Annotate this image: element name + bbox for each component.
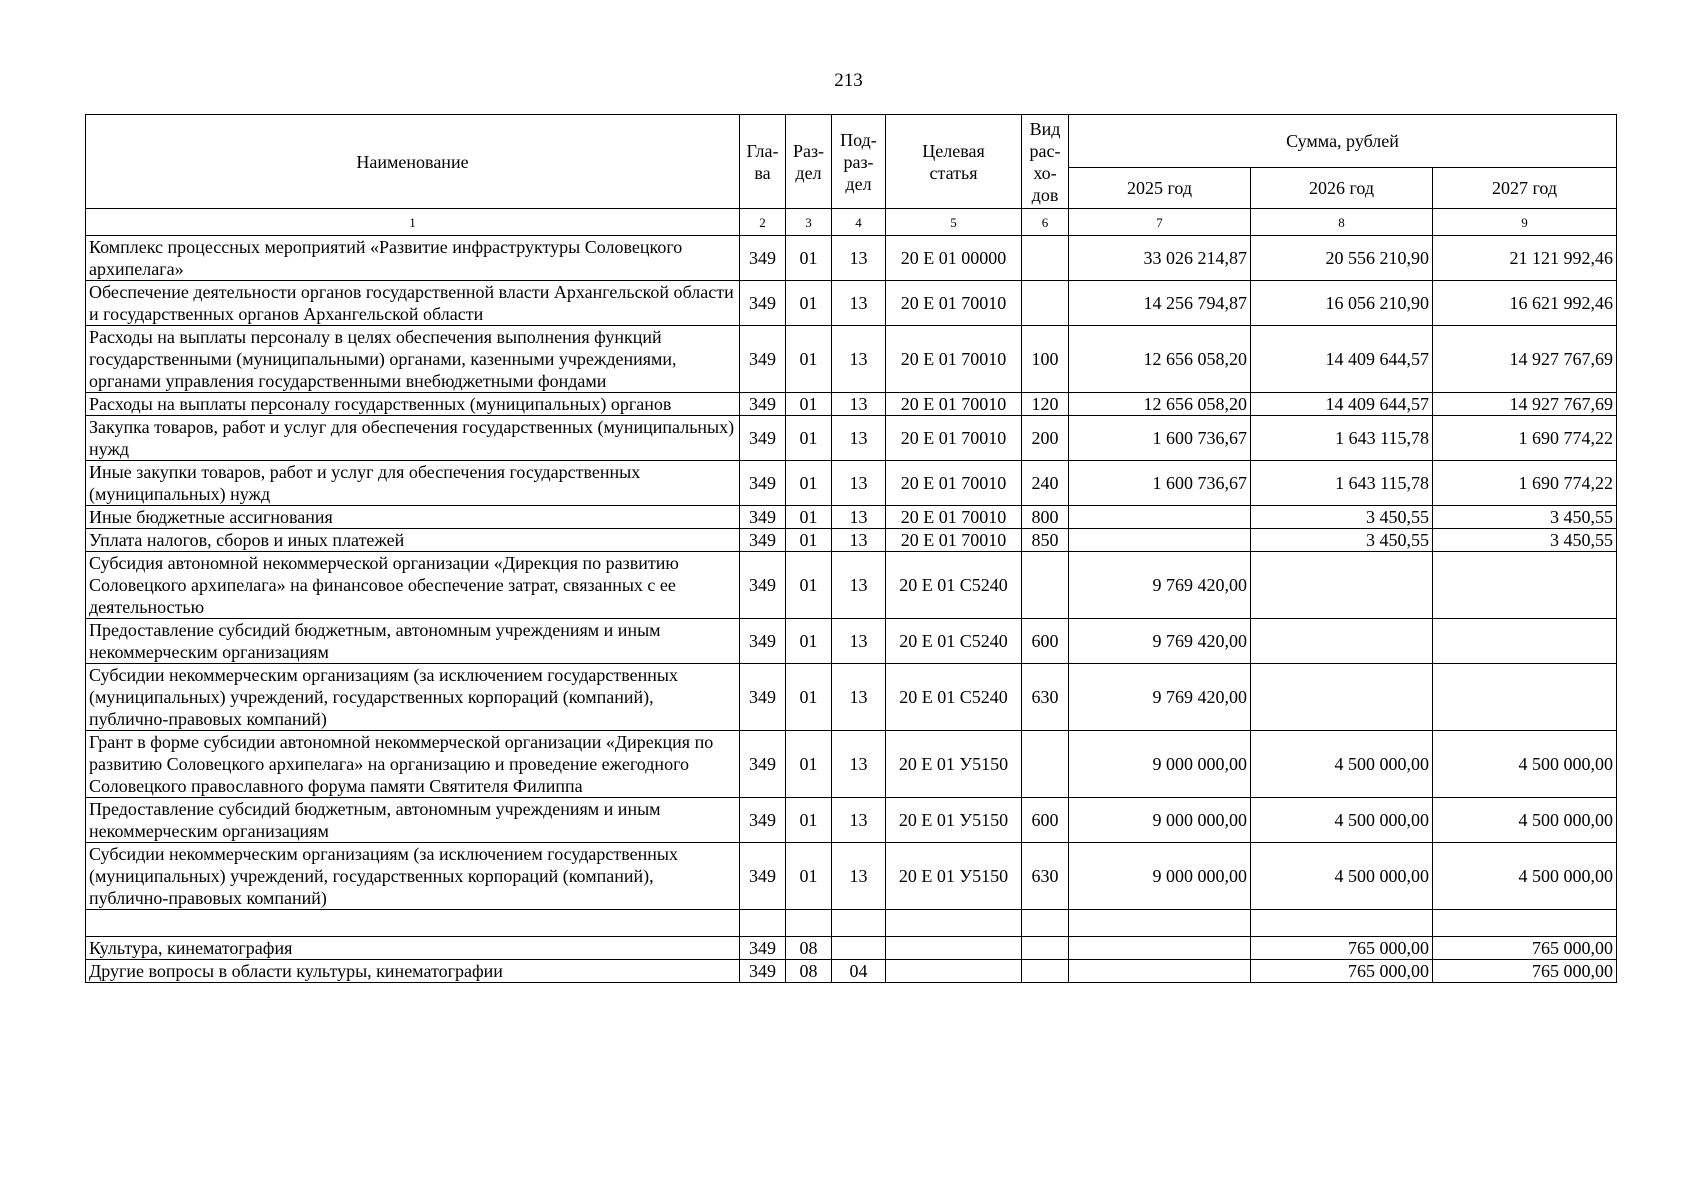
row-glava: 349 [740,416,786,461]
header-celevaya-statya: Целевая статья [886,115,1022,209]
row-vid-raskhodov: 850 [1022,529,1069,552]
row-celevaya-statya [886,910,1022,937]
table-row [86,798,1617,843]
row-name: Другие вопросы в области культуры, кинематографии [86,960,740,983]
row-celevaya-statya: 20 Е 01 00000 [886,236,1022,281]
row-vid-raskhodov: 600 [1022,619,1069,664]
table-row [86,506,1617,529]
row-sum-2026: 3 450,55 [1251,506,1433,529]
row-sum-2026 [1251,910,1433,937]
row-vid-raskhodov: 120 [1022,393,1069,416]
row-vid-raskhodov [1022,960,1069,983]
row-glava: 349 [740,937,786,960]
row-vid-raskhodov [1022,281,1069,326]
budget-table [85,114,1617,983]
row-vid-raskhodov: 630 [1022,664,1069,731]
row-celevaya-statya: 20 Е 01 С5240 [886,664,1022,731]
row-vid-raskhodov [1022,552,1069,619]
row-sum-2027: 1 690 774,22 [1433,416,1617,461]
row-sum-2027: 21 121 992,46 [1433,236,1617,281]
row-celevaya-statya [886,960,1022,983]
row-glava: 349 [740,843,786,910]
row-podrazdel: 13 [832,552,886,619]
row-sum-2025: 9 769 420,00 [1069,619,1251,664]
row-name: Иные закупки товаров, работ и услуг для обеспечения государственных (муниципальных) нужд [86,461,740,506]
row-glava: 349 [740,236,786,281]
row-podrazdel [832,937,886,960]
row-podrazdel [832,910,886,937]
row-sum-2026: 765 000,00 [1251,937,1433,960]
row-sum-2027: 4 500 000,00 [1433,843,1617,910]
header-row [86,115,1617,168]
column-number: 7 [1069,209,1251,236]
row-celevaya-statya: 20 Е 01 70010 [886,461,1022,506]
row-celevaya-statya: 20 Е 01 У5150 [886,798,1022,843]
row-sum-2026: 1 643 115,78 [1251,416,1433,461]
row-sum-2026 [1251,664,1433,731]
header-vid-raskhodov: Вид рас- хо- дов [1022,115,1069,209]
row-vid-raskhodov [1022,937,1069,960]
column-number: 1 [86,209,740,236]
table-row [86,326,1617,393]
row-sum-2025 [1069,960,1251,983]
header-razdel: Раз- дел [786,115,832,209]
row-razdel: 01 [786,326,832,393]
row-sum-2026 [1251,619,1433,664]
table-row [86,393,1617,416]
table-row [86,664,1617,731]
row-name: Иные бюджетные ассигнования [86,506,740,529]
row-podrazdel: 13 [832,664,886,731]
table-row [86,236,1617,281]
row-celevaya-statya: 20 Е 01 70010 [886,393,1022,416]
table-row [86,731,1617,798]
row-glava: 349 [740,393,786,416]
row-name: Культура, кинематография [86,937,740,960]
row-vid-raskhodov: 630 [1022,843,1069,910]
row-sum-2025: 9 000 000,00 [1069,731,1251,798]
row-razdel: 01 [786,552,832,619]
row-sum-2025: 33 026 214,87 [1069,236,1251,281]
row-name: Предоставление субсидий бюджетным, автономным учреждениям и иным некоммерческим организациям [86,619,740,664]
row-sum-2027: 3 450,55 [1433,506,1617,529]
table-row [86,843,1617,910]
row-sum-2027: 14 927 767,69 [1433,326,1617,393]
header-year-2027: 2027 год [1433,168,1617,209]
row-podrazdel: 04 [832,960,886,983]
table-row [86,619,1617,664]
row-celevaya-statya: 20 Е 01 С5240 [886,619,1022,664]
column-number: 3 [786,209,832,236]
table-row [86,529,1617,552]
row-sum-2027 [1433,552,1617,619]
column-number: 6 [1022,209,1069,236]
column-number: 8 [1251,209,1433,236]
row-celevaya-statya: 20 Е 01 70010 [886,416,1022,461]
row-sum-2025: 1 600 736,67 [1069,416,1251,461]
row-razdel: 01 [786,506,832,529]
row-sum-2027: 4 500 000,00 [1433,798,1617,843]
row-name: Субсидия автономной некоммерческой организации «Дирекция по развитию Соловецкого архипелага» на финансовое обеспечение затрат, связанных с ее деятельностью [86,552,740,619]
column-number: 5 [886,209,1022,236]
row-sum-2027: 3 450,55 [1433,529,1617,552]
row-celevaya-statya [886,937,1022,960]
table-row [86,552,1617,619]
row-sum-2025 [1069,506,1251,529]
row-name: Обеспечение деятельности органов государственной власти Архангельской области и государственных органов Архангельской области [86,281,740,326]
row-vid-raskhodov: 200 [1022,416,1069,461]
row-name: Расходы на выплаты персоналу государственных (муниципальных) органов [86,393,740,416]
row-podrazdel: 13 [832,393,886,416]
row-sum-2025: 1 600 736,67 [1069,461,1251,506]
header-podrazdel: Под- раз- дел [832,115,886,209]
row-sum-2027 [1433,910,1617,937]
row-sum-2027: 16 621 992,46 [1433,281,1617,326]
row-name: Закупка товаров, работ и услуг для обеспечения государственных (муниципальных) нужд [86,416,740,461]
row-celevaya-statya: 20 Е 01 С5240 [886,552,1022,619]
row-razdel: 08 [786,960,832,983]
row-vid-raskhodov: 100 [1022,326,1069,393]
row-name: Расходы на выплаты персоналу в целях обеспечения выполнения функций государственными (муниципальными) органами, казенными учреждениями, органами управления государственными внебюджетными фондами [86,326,740,393]
row-celevaya-statya: 20 Е 01 У5150 [886,731,1022,798]
row-celevaya-statya: 20 Е 01 70010 [886,281,1022,326]
row-razdel: 01 [786,798,832,843]
row-podrazdel: 13 [832,416,886,461]
header-summa: Сумма, рублей [1069,115,1617,168]
row-sum-2025: 9 000 000,00 [1069,843,1251,910]
row-sum-2025: 12 656 058,20 [1069,326,1251,393]
table-row [86,281,1617,326]
row-razdel: 01 [786,393,832,416]
row-sum-2026: 20 556 210,90 [1251,236,1433,281]
row-razdel: 01 [786,843,832,910]
row-vid-raskhodov [1022,236,1069,281]
row-celevaya-statya: 20 Е 01 70010 [886,529,1022,552]
row-sum-2027: 765 000,00 [1433,937,1617,960]
row-sum-2025 [1069,529,1251,552]
page-number: 213 [834,70,863,91]
row-podrazdel: 13 [832,506,886,529]
row-podrazdel: 13 [832,798,886,843]
row-glava: 349 [740,960,786,983]
row-glava: 349 [740,731,786,798]
row-sum-2025: 14 256 794,87 [1069,281,1251,326]
row-razdel: 01 [786,461,832,506]
row-vid-raskhodov [1022,910,1069,937]
header-year-2025: 2025 год [1069,168,1251,209]
row-sum-2026: 4 500 000,00 [1251,798,1433,843]
row-sum-2026: 4 500 000,00 [1251,731,1433,798]
row-vid-raskhodov: 800 [1022,506,1069,529]
row-podrazdel: 13 [832,529,886,552]
row-sum-2027 [1433,664,1617,731]
row-sum-2026: 1 643 115,78 [1251,461,1433,506]
row-glava: 349 [740,664,786,731]
row-sum-2025: 9 769 420,00 [1069,552,1251,619]
row-sum-2026: 3 450,55 [1251,529,1433,552]
row-sum-2026 [1251,552,1433,619]
row-podrazdel: 13 [832,326,886,393]
row-razdel: 01 [786,281,832,326]
row-name: Комплекс процессных мероприятий «Развитие инфраструктуры Соловецкого архипелага» [86,236,740,281]
row-celevaya-statya: 20 Е 01 70010 [886,326,1022,393]
row-sum-2025: 12 656 058,20 [1069,393,1251,416]
row-name: Субсидии некоммерческим организациям (за исключением государственных (муниципальных) учреждений, государственных корпораций (компаний), публично-правовых компаний) [86,843,740,910]
row-podrazdel: 13 [832,461,886,506]
row-name: Уплата налогов, сборов и иных платежей [86,529,740,552]
row-name [86,910,740,937]
table-row [86,960,1617,983]
row-sum-2026: 14 409 644,57 [1251,393,1433,416]
row-razdel: 01 [786,529,832,552]
row-sum-2027: 765 000,00 [1433,960,1617,983]
table-body [86,236,1617,983]
row-podrazdel: 13 [832,619,886,664]
row-glava: 349 [740,326,786,393]
column-number: 2 [740,209,786,236]
table-row [86,461,1617,506]
row-vid-raskhodov: 600 [1022,798,1069,843]
row-sum-2027: 4 500 000,00 [1433,731,1617,798]
header-glava: Гла- ва [740,115,786,209]
row-razdel [786,910,832,937]
row-sum-2026: 16 056 210,90 [1251,281,1433,326]
row-name: Субсидии некоммерческим организациям (за исключением государственных (муниципальных) учреждений, государственных корпораций (компаний), публично-правовых компаний) [86,664,740,731]
row-razdel: 01 [786,619,832,664]
row-podrazdel: 13 [832,236,886,281]
row-name: Грант в форме субсидии автономной некоммерческой организации «Дирекция по развитию Соловецкого архипелага» на организацию и проведение ежегодного Соловецкого православного форума памяти Святителя Филиппа [86,731,740,798]
row-podrazdel: 13 [832,731,886,798]
column-numbers-row [86,209,1617,236]
row-razdel: 01 [786,664,832,731]
row-glava: 349 [740,798,786,843]
row-vid-raskhodov [1022,731,1069,798]
row-glava: 349 [740,529,786,552]
row-sum-2026: 765 000,00 [1251,960,1433,983]
column-number: 4 [832,209,886,236]
row-glava: 349 [740,619,786,664]
row-podrazdel: 13 [832,843,886,910]
row-razdel: 08 [786,937,832,960]
table-row [86,910,1617,937]
row-sum-2026: 4 500 000,00 [1251,843,1433,910]
row-vid-raskhodov: 240 [1022,461,1069,506]
header-year-2026: 2026 год [1251,168,1433,209]
row-razdel: 01 [786,236,832,281]
header-name: Наименование [86,115,740,209]
row-name: Предоставление субсидий бюджетным, автономным учреждениям и иным некоммерческим организациям [86,798,740,843]
row-podrazdel: 13 [832,281,886,326]
row-glava: 349 [740,461,786,506]
row-sum-2027 [1433,619,1617,664]
row-glava: 349 [740,506,786,529]
column-number: 9 [1433,209,1617,236]
table-row [86,416,1617,461]
row-sum-2027: 1 690 774,22 [1433,461,1617,506]
row-sum-2027: 14 927 767,69 [1433,393,1617,416]
row-glava: 349 [740,552,786,619]
row-glava [740,910,786,937]
row-sum-2025 [1069,910,1251,937]
row-razdel: 01 [786,731,832,798]
row-celevaya-statya: 20 Е 01 70010 [886,506,1022,529]
row-glava: 349 [740,281,786,326]
row-sum-2025: 9 769 420,00 [1069,664,1251,731]
row-sum-2025: 9 000 000,00 [1069,798,1251,843]
row-sum-2025 [1069,937,1251,960]
row-sum-2026: 14 409 644,57 [1251,326,1433,393]
table-row [86,937,1617,960]
row-razdel: 01 [786,416,832,461]
row-celevaya-statya: 20 Е 01 У5150 [886,843,1022,910]
